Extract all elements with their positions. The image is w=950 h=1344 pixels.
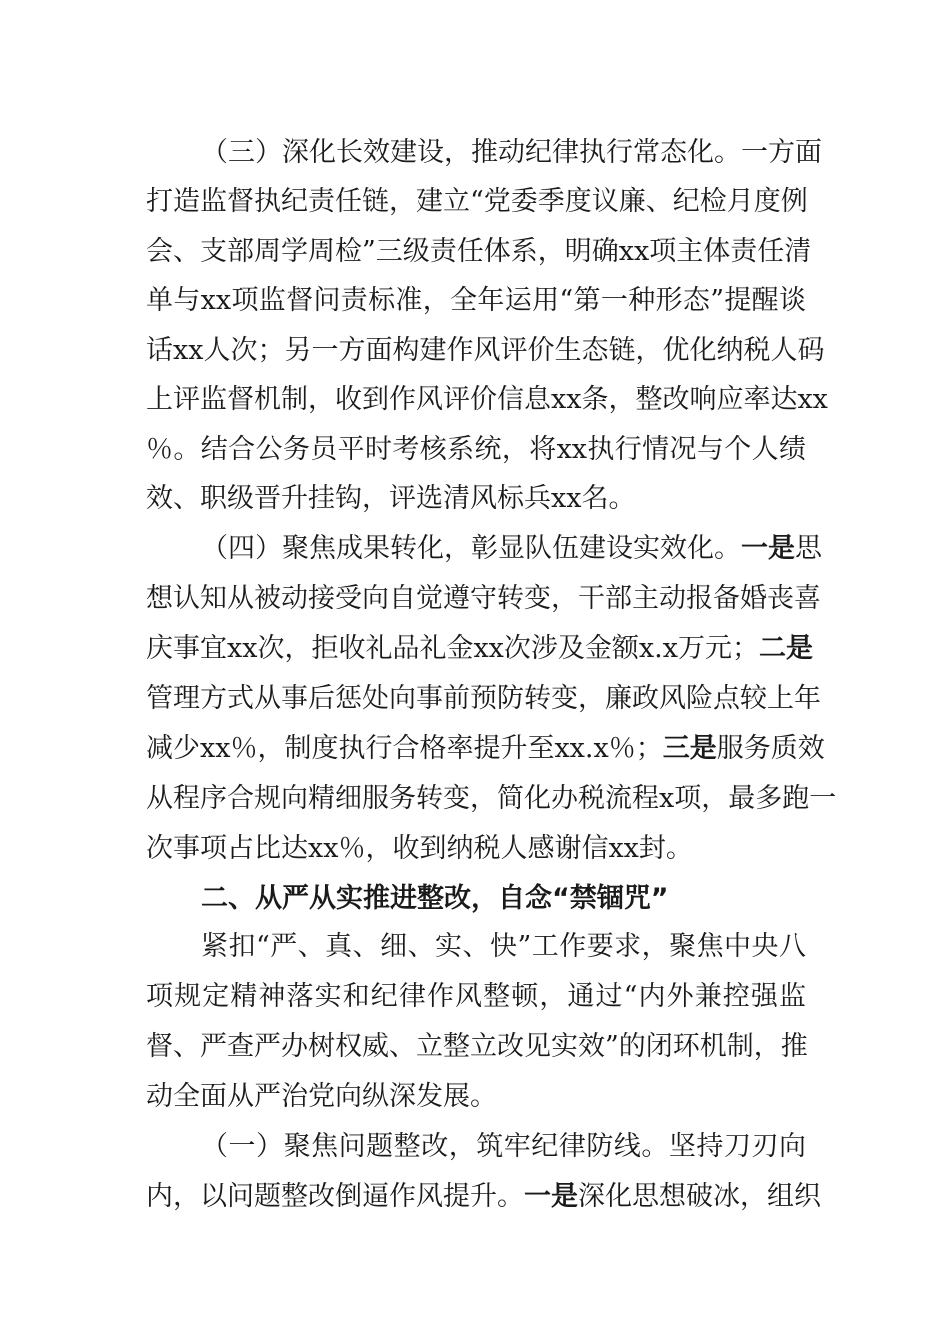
- p4-line-6: 从程序合规向精细服务转变，简化办税流程x项，最多跑一: [146, 783, 837, 814]
- section-2-heading: 二、从严从实推进整改，自念“禁锢咒”: [201, 883, 669, 914]
- p4-bold-ershi: 二是: [758, 633, 813, 664]
- section-2-line-2: 项规定精神落实和纪律作风整顿，通过“内外兼控强监: [146, 981, 806, 1012]
- p3-line-4: 单与xx项监督问责标准，全年运用“第一种形态”提醒谈: [146, 285, 806, 316]
- p5-line-2-tail: 深化思想破冰，组织: [578, 1181, 821, 1212]
- p3-line-5: 话xx人次；另一方面构建作风评价生态链，优化纳税人码: [146, 335, 825, 366]
- p4-line-1-text: （四）聚焦成果转化，彰显队伍建设实效化。: [201, 533, 741, 564]
- section-2-line-1: 紧扣“严、真、细、实、快”工作要求，聚焦中央八: [201, 931, 806, 962]
- p3-line-3: 会、支部周学周检”三级责任体系，明确xx项主体责任清: [146, 236, 812, 267]
- p5-line-1: （一）聚焦问题整改，筑牢纪律防线。坚持刀刃向: [201, 1131, 806, 1162]
- p4-line-3-text: 庆事宜xx次，拒收礼品礼金xx次涉及金额x.x万元；: [146, 633, 759, 664]
- p4-line-4: 管理方式从事后惩处向事前预防转变，廉政风险点较上年: [146, 683, 821, 714]
- p3-line-1: （三）深化长效建设，推动纪律执行常态化。一方面: [201, 137, 822, 168]
- p4-line-5-text: 减少xx％，制度执行合格率提升至xx.x％；: [146, 733, 663, 764]
- section-2-line-3: 督、严查严办树权威、立整立改见实效”的闭环机制，推: [146, 1031, 808, 1062]
- p5-bold-yishi: 一是: [524, 1181, 578, 1212]
- p4-bold-sanshi: 三是: [662, 733, 717, 764]
- p3-line-2: 打造监督执纪责任链，建立“党委季度议廉、纪检月度例: [146, 186, 808, 217]
- p4-line-1: [201, 524, 822, 574]
- p3-line-8: 效、职级晋升挂钩，评选清风标兵xx名。: [146, 483, 636, 514]
- p4-bold-yishi: 一是: [741, 533, 795, 564]
- p5-line-2-text: 内，以问题整改倒逼作风提升。: [146, 1181, 524, 1212]
- p4-line-7: 次事项占比达xx％，收到纳税人感谢信xx封。: [146, 833, 693, 864]
- p4-line-5: [146, 724, 825, 774]
- p4-line-1-tail: 思: [795, 533, 822, 564]
- p4-line-3: [146, 624, 813, 674]
- p3-line-6: 上评监督机制，收到作风评价信息xx条，整改响应率达xx: [146, 384, 828, 415]
- p4-line-5-tail: 服务质效: [716, 733, 825, 764]
- p3-line-7: ％。结合公务员平时考核系统，将xx执行情况与个人绩: [146, 434, 806, 465]
- section-2-line-4: 动全面从严治党向纵深发展。: [146, 1081, 497, 1112]
- p5-line-2: [146, 1172, 821, 1222]
- p4-line-2: 想认知从被动接受向自觉遵守转变，干部主动报备婚丧喜: [146, 583, 821, 614]
